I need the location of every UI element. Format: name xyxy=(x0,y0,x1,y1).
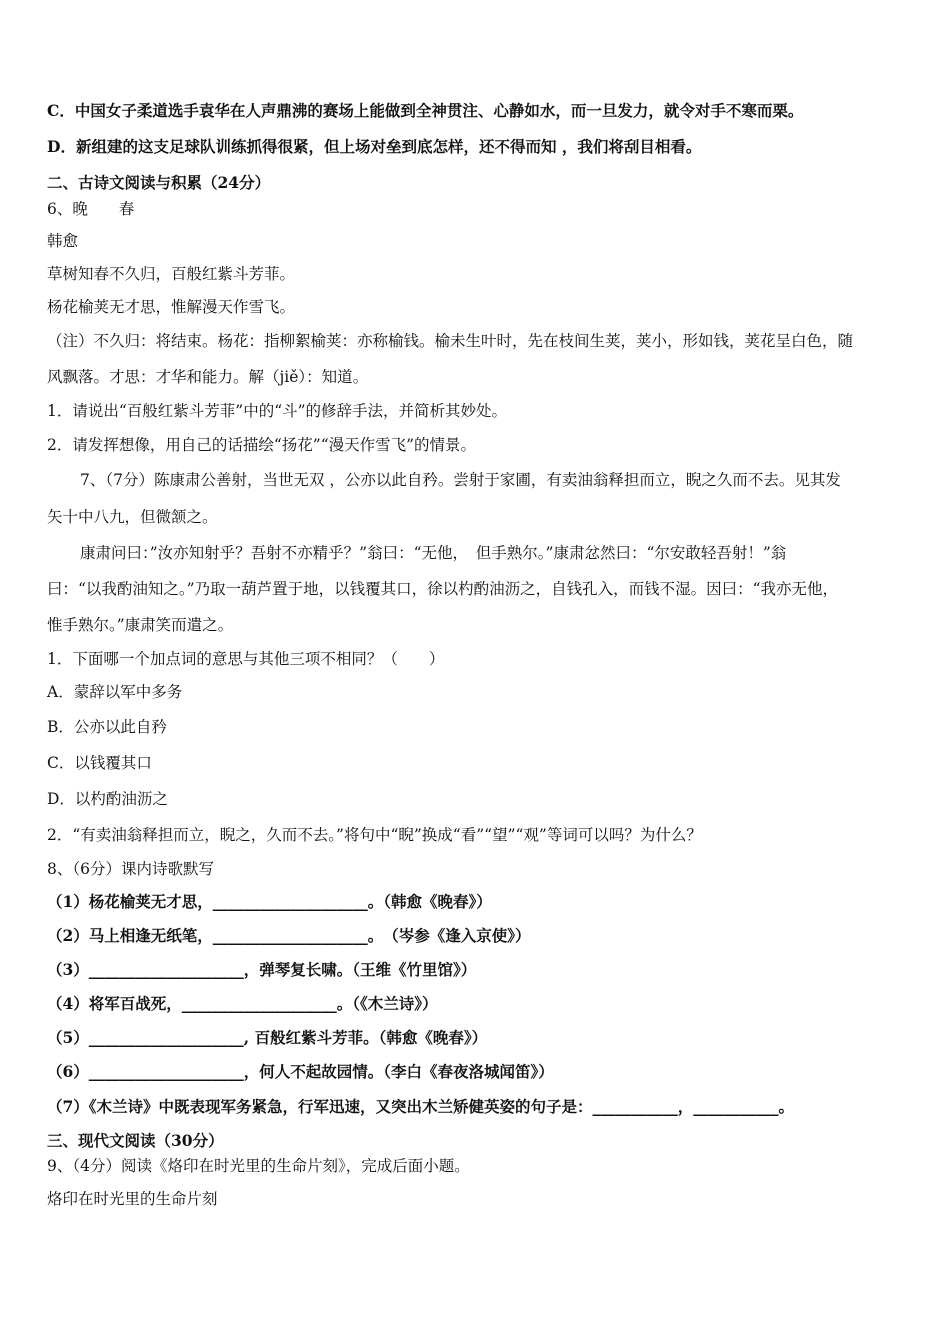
question-7-1-option-c: C．以钱覆其口 xyxy=(47,754,152,772)
option-c: C．中国女子柔道选手袁华在人声鼎沸的赛场上能做到全神贯注、心静如水，而一旦发力，就令对手不寒而栗。 xyxy=(47,101,804,120)
question-8-item-7: （7）《木兰诗》中既表现军务紧急，行军迅速，又突出木兰矫健英姿的句子是：___________，___________。 xyxy=(47,1097,795,1116)
question-7-passage-p2: 康肃问曰：”汝亦知射乎？吾射不亦精乎？”翁曰：“无他， 但手熟尔。”康肃忿然曰：“尔安敢轻吾射！”翁 xyxy=(80,544,787,562)
question-8-item-1: （1）杨花榆荚无才思，____________________。（韩愈《晚春》） xyxy=(47,892,492,911)
question-7-1-option-d: D．以杓酌油沥之 xyxy=(47,790,168,808)
poem-author: 韩愈 xyxy=(47,232,79,250)
question-8-item-4: （4）将军百战死，____________________。（《木兰诗》） xyxy=(47,994,438,1013)
question-8-item-6: （6）____________________，何人不起故园情。（李白《春夜洛城闻笛》） xyxy=(47,1062,554,1081)
question-7-passage-p2-cont: 曰：“以我酌油知之。”乃取一葫芦置于地，以钱覆其口，徐以杓酌油沥之，自钱孔入，而钱不湿。因曰：“我亦无他， xyxy=(47,580,839,598)
question-8-item-3: （3）____________________，弹琴复长啸。（王维《竹里馆》） xyxy=(47,960,477,979)
question-7-1: 1．下面哪一个加点词的意思与其他三项不相同？（ ） xyxy=(47,650,445,668)
question-7-1-option-b: B．公亦以此自矜 xyxy=(47,718,167,736)
question-6-2: 2．请发挥想像，用自己的话描绘“扬花”“漫天作雪飞”的情景。 xyxy=(47,436,477,454)
question-7-passage-p2-end: 惟手熟尔。”康肃笑而遣之。 xyxy=(47,616,234,634)
question-8-title: 8、（6分）课内诗歌默写 xyxy=(47,860,214,878)
question-6-1: 1．请说出“百般红紫斗芳菲”中的“斗”的修辞手法，并简析其妙处。 xyxy=(47,402,508,420)
question-7-2: 2．“有卖油翁释担而立，睨之，久而不去。”将句中“睨”换成“看”“望”“观”等词可以吗？为什么？ xyxy=(47,826,702,844)
poem-notes-continued: 风飘落。才思：才华和能力。解（jiě）：知道。 xyxy=(47,368,369,386)
option-d: D．新组建的这支足球队训练抓得很紧，但上场对垒到底怎样，还不得而知 ，我们将刮目相看。 xyxy=(47,137,702,156)
question-8-item-5: （5）____________________, 百般红紫斗芳菲。（韩愈《晚春》） xyxy=(47,1028,488,1047)
question-7-1-option-a: A．蒙辞以军中多务 xyxy=(47,683,183,701)
section-two-heading: 二、古诗文阅读与积累（24分） xyxy=(47,173,271,192)
poem-line-2: 杨花榆荚无才思，惟解漫天作雪飞。 xyxy=(47,298,296,316)
question-7-passage: 7、（7分）陈康肃公善射，当世无双 ，公亦以此自矜。尝射于家圃，有卖油翁释担而立，睨之久而不去。见其发 xyxy=(80,471,841,489)
question-6-title: 6、晚 春 xyxy=(47,200,135,218)
poem-line-1: 草树知春不久归，百般红紫斗芳菲。 xyxy=(47,265,296,283)
poem-notes: （注）不久归：将结束。杨花：指柳絮榆荚：亦称榆钱。榆未生叶时，先在枝间生荚，荚小，形如钱，荚花呈白色，随 xyxy=(47,332,854,350)
section-three-heading: 三、现代文阅读（30分） xyxy=(47,1131,224,1150)
article-title: 烙印在时光里的生命片刻 xyxy=(47,1190,218,1208)
question-7-passage-cont: 矢十中八九，但微颔之。 xyxy=(47,508,218,526)
question-9: 9、（4分）阅读《烙印在时光里的生命片刻》，完成后面小题。 xyxy=(47,1157,470,1175)
question-8-item-2: （2）马上相逢无纸笔，____________________。 （岑参《逢入京使》） xyxy=(47,926,531,945)
